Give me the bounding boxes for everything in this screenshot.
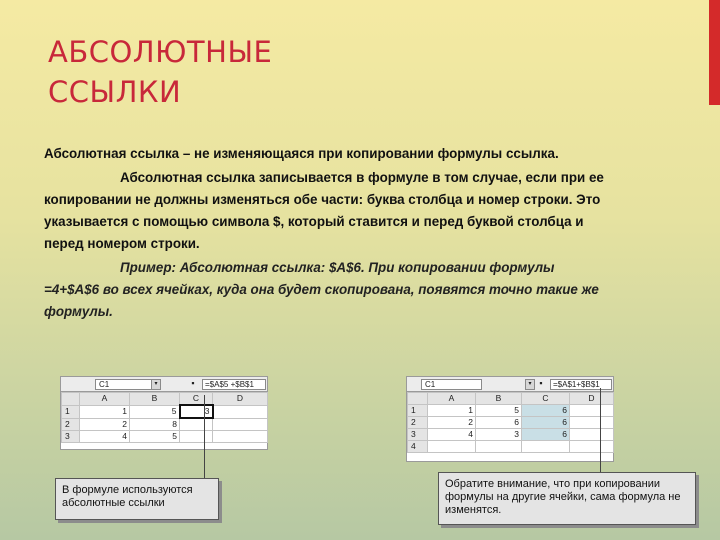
callout-text: Обратите внимание, что при копировании формулы на другие ячейки, сама формула не изменятся. xyxy=(445,478,681,516)
cell-c1-highlighted[interactable]: 6 xyxy=(522,405,570,417)
table-row xyxy=(408,405,614,417)
column-header-d[interactable]: D xyxy=(213,393,268,406)
slide-body xyxy=(44,143,604,325)
corner-cell[interactable] xyxy=(408,393,428,405)
name-box[interactable]: C1 xyxy=(95,379,152,390)
cell-b2[interactable]: 6 xyxy=(476,417,522,429)
cell-a3[interactable]: 4 xyxy=(80,431,130,443)
formula-bar xyxy=(61,377,267,392)
column-header-c[interactable]: C xyxy=(180,393,213,406)
formula-input[interactable]: =$A$1+$B$1 xyxy=(550,379,612,390)
table-row xyxy=(408,417,614,429)
column-header-a[interactable]: A xyxy=(80,393,130,406)
cell-d4[interactable] xyxy=(570,441,614,453)
cell-a1[interactable]: 1 xyxy=(428,405,476,417)
cell-b1[interactable]: 5 xyxy=(476,405,522,417)
column-header-row xyxy=(408,393,614,405)
cell-a2[interactable]: 2 xyxy=(428,417,476,429)
cell-c2[interactable] xyxy=(180,418,213,431)
callout-leader-line-right xyxy=(600,388,601,476)
spreadsheet-right xyxy=(406,376,614,462)
table-row xyxy=(62,431,268,443)
accent-bar xyxy=(709,0,720,105)
column-header-b[interactable]: B xyxy=(130,393,180,406)
row-header[interactable]: 2 xyxy=(408,417,428,429)
row-header[interactable]: 3 xyxy=(408,429,428,441)
row-header[interactable]: 3 xyxy=(62,431,80,443)
cell-grid xyxy=(61,392,268,443)
cell-b3[interactable]: 3 xyxy=(476,429,522,441)
formula-bar xyxy=(407,377,613,392)
cell-d3[interactable] xyxy=(570,429,614,441)
table-row xyxy=(62,418,268,431)
corner-cell[interactable] xyxy=(62,393,80,406)
cell-d2[interactable] xyxy=(213,418,268,431)
formula-input[interactable]: =$A$5 +$B$1 xyxy=(202,379,266,390)
callout-leader-line-left xyxy=(204,395,205,479)
column-header-b[interactable]: B xyxy=(476,393,522,405)
column-header-c[interactable]: C xyxy=(522,393,570,405)
cell-a2[interactable]: 2 xyxy=(80,418,130,431)
row-header[interactable]: 4 xyxy=(408,441,428,453)
row-header[interactable]: 2 xyxy=(62,418,80,431)
name-box-dropdown-icon[interactable]: ▾ xyxy=(525,379,535,390)
slide-title xyxy=(48,32,272,112)
column-header-d[interactable]: D xyxy=(570,393,614,405)
cell-b3[interactable]: 5 xyxy=(130,431,180,443)
table-row xyxy=(408,429,614,441)
callout-formula-unchanged xyxy=(438,472,696,525)
cell-b2[interactable]: 8 xyxy=(130,418,180,431)
cell-c4[interactable] xyxy=(522,441,570,453)
cell-a3[interactable]: 4 xyxy=(428,429,476,441)
name-box[interactable]: C1 xyxy=(421,379,482,390)
row-header[interactable]: 1 xyxy=(408,405,428,417)
spreadsheet-left xyxy=(60,376,268,450)
cell-b1[interactable]: 5 xyxy=(130,405,180,418)
cell-a4[interactable] xyxy=(428,441,476,453)
explanation-paragraph: Абсолютная ссылка записывается в формуле в том случае, если при ее копировании не должны изменяться обе части: буква столбца и номер строки. Это указывается с помощью символа $, который ставится и перед буквой столбца и перед номером строки. xyxy=(44,170,604,251)
column-header-a[interactable]: A xyxy=(428,393,476,405)
cell-c2-highlighted[interactable]: 6 xyxy=(522,417,570,429)
formula-equals-icon: ▪ xyxy=(191,378,195,388)
cell-c1-selected[interactable]: 3 xyxy=(180,405,213,418)
cell-d1[interactable] xyxy=(213,405,268,418)
cell-b4[interactable] xyxy=(476,441,522,453)
cell-d3[interactable] xyxy=(213,431,268,443)
table-row xyxy=(62,405,268,418)
cell-c3[interactable] xyxy=(180,431,213,443)
column-header-row xyxy=(62,393,268,406)
cell-d1[interactable] xyxy=(570,405,614,417)
title-line-2: ССЫЛКИ xyxy=(48,75,182,109)
table-row xyxy=(408,441,614,453)
callout-text: В формуле используются абсолютные ссылки xyxy=(62,484,193,509)
cell-d2[interactable] xyxy=(570,417,614,429)
title-line-1: АБСОЛЮТНЫЕ xyxy=(48,35,273,69)
callout-absolute-refs xyxy=(55,478,219,520)
cell-grid xyxy=(407,392,614,453)
example-paragraph: Пример: Абсолютная ссылка: $A$6. При копировании формулы =4+$A$6 во всех ячейках, куда она будет скопирована, появятся точно такие же формулы. xyxy=(44,260,599,319)
formula-equals-icon: ▪ xyxy=(539,378,543,388)
name-box-dropdown-icon[interactable]: ▾ xyxy=(151,379,161,390)
cell-a1[interactable]: 1 xyxy=(80,405,130,418)
definition-paragraph: Абсолютная ссылка – не изменяющаяся при копировании формулы ссылка. xyxy=(44,146,559,161)
row-header[interactable]: 1 xyxy=(62,405,80,418)
cell-c3-highlighted[interactable]: 6 xyxy=(522,429,570,441)
